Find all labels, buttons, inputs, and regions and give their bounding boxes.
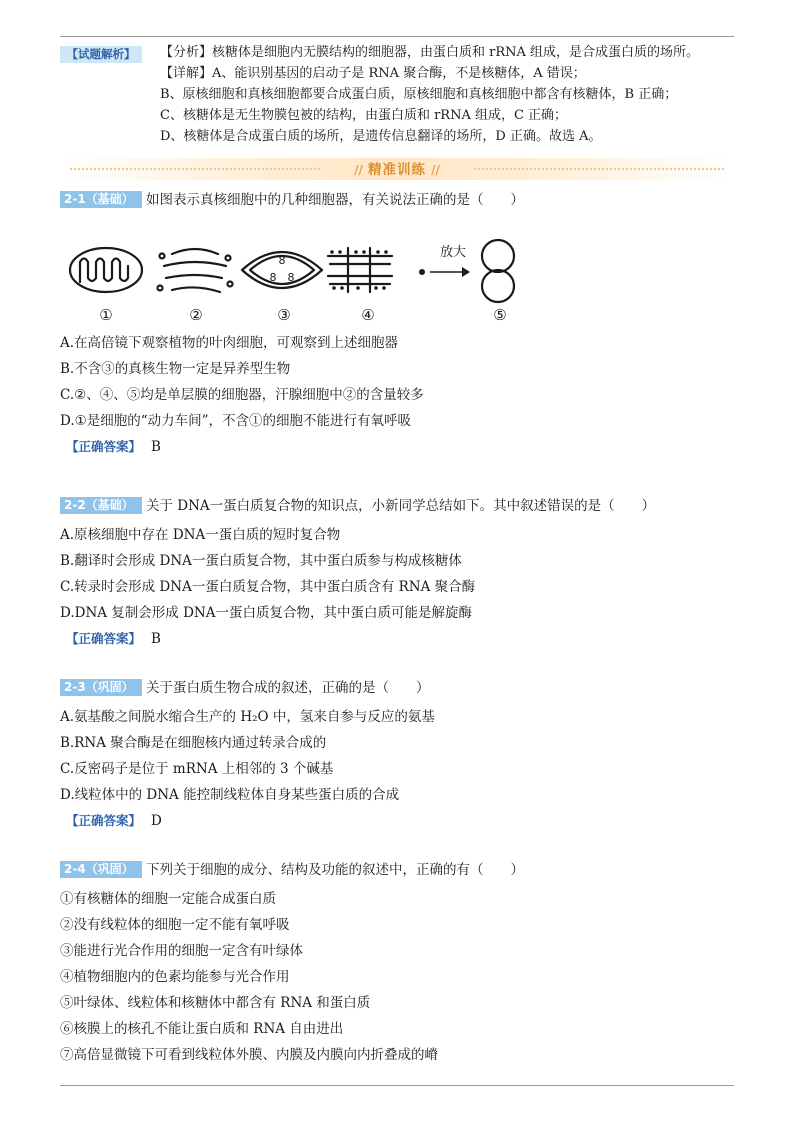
question-2-1 (60, 190, 740, 460)
question-2-3 (60, 678, 740, 834)
option-b: B.不含③的真核生物一定是异养型生物 (60, 361, 291, 377)
question-header (60, 190, 740, 210)
statement-6: ⑥核膜上的核孔不能让蛋白质和 RNA 自由进出 (60, 1021, 344, 1037)
answer-label: 【正确答案】 (66, 631, 142, 646)
banner-mark-right: // (431, 163, 440, 177)
question-tag: 2-4（巩固） (60, 861, 142, 878)
question-tag: 2-2（基础） (60, 497, 142, 514)
answer-label: 【正确答案】 (66, 813, 142, 828)
statement-2: ②没有线粒体的细胞一定不能有氧呼吸 (60, 917, 290, 933)
endoplasmic-reticulum-icon (328, 248, 392, 292)
figure-label-1: ① (99, 306, 113, 324)
figure-label-2: ② (189, 306, 203, 324)
analysis-line: C、核糖体是无生物膜包被的结构，由蛋白质和 rRNA 组成，C 正确； (160, 108, 568, 123)
option-b: B.翻译时会形成 DNA一蛋白质复合物，其中蛋白质参与构成核糖体 (60, 553, 462, 569)
option-d: D.线粒体中的 DNA 能控制线粒体自身某些蛋白质的合成 (60, 787, 400, 803)
section-banner (60, 158, 734, 180)
option-c: C.转录时会形成 DNA一蛋白质复合物，其中蛋白质含有 RNA 聚合酶 (60, 579, 476, 595)
question-header (60, 496, 740, 516)
option-c: C.反密码子是位于 mRNA 上相邻的 3 个碱基 (60, 761, 334, 777)
answer-label: 【正确答案】 (66, 439, 142, 454)
magnify-label: 放大 (440, 245, 467, 260)
question-stem: 下列关于细胞的成分、结构及功能的叙述中，正确的有（ ） (146, 862, 524, 878)
organelle-figure (60, 226, 740, 324)
answer-value: D (151, 813, 162, 829)
answer-row (66, 626, 740, 652)
statement-3: ③能进行光合作用的细胞一定含有叶绿体 (60, 943, 303, 959)
chloroplast-grana (270, 254, 295, 284)
answer-row (66, 434, 740, 460)
centriole-icon (482, 240, 514, 302)
question-header (60, 678, 740, 698)
statement-4: ④植物细胞内的色素均能参与光合作用 (60, 969, 290, 985)
option-d: D.DNA 复制会形成 DNA一蛋白质复合物，其中蛋白质可能是解旋酶 (60, 605, 472, 621)
analysis-tag: 【试题解析】 (60, 46, 142, 63)
analysis-line: 【详解】A、能识别基因的启动子是 RNA 聚合酶，不是核糖体，A 错误； (160, 66, 586, 81)
svg-text:8: 8 (278, 254, 286, 267)
statement-7: ⑦高倍显微镜下可看到线粒体外膜、内膜及内膜向内折叠成的嵴 (60, 1047, 438, 1063)
banner-dots-right (474, 168, 724, 170)
question-stem: 关于蛋白质生物合成的叙述，正确的是（ ） (146, 680, 430, 696)
banner-title: 精准训练 (368, 162, 426, 178)
option-a: A.原核细胞中存在 DNA一蛋白质的短时复合物 (60, 527, 341, 543)
analysis-line: D、核糖体是合成蛋白质的场所，是遗传信息翻译的场所，D 正确。故选 A。 (160, 129, 602, 144)
banner-mark-left: // (354, 163, 363, 177)
analysis-line: B、原核细胞和真核细胞都要合成蛋白质，原核细胞和真核细胞中都含有核糖体，B 正确； (160, 87, 678, 102)
svg-text:8: 8 (269, 271, 277, 284)
question-2-4 (60, 860, 740, 1068)
magnify-arrow (419, 267, 470, 277)
figure-label-4: ④ (361, 306, 375, 324)
analysis-text (160, 42, 740, 147)
mitochondrion-icon (70, 248, 142, 292)
answer-row (66, 808, 740, 834)
question-stem: 如图表示真核细胞中的几种细胞器，有关说法正确的是（ ） (146, 192, 524, 208)
banner-dots-left (70, 168, 320, 170)
statement-1: ①有核糖体的细胞一定能合成蛋白质 (60, 891, 276, 907)
svg-text:8: 8 (287, 271, 295, 284)
figure-label-3: ③ (277, 306, 291, 324)
option-c: C.②、④、⑤均是单层膜的细胞器，汗腺细胞中②的含量较多 (60, 387, 424, 403)
question-tag: 2-1（基础） (60, 191, 142, 208)
golgi-apparatus-icon (158, 249, 233, 292)
question-tag: 2-3（巩固） (60, 679, 142, 696)
answer-value: B (151, 439, 161, 455)
option-b: B.RNA 聚合酶是在细胞核内通过转录合成的 (60, 735, 327, 751)
figure-label-5: ⑤ (493, 306, 507, 324)
analysis-line: 【分析】核糖体是细胞内无膜结构的细胞器，由蛋白质和 rRNA 组成，是合成蛋白质的场所。 (160, 45, 700, 60)
statement-5: ⑤叶绿体、线粒体和核糖体中都含有 RNA 和蛋白质 (60, 995, 371, 1011)
option-a: A.氨基酸之间脱水缩合生产的 H₂O 中，氢来自参与反应的氨基 (60, 709, 435, 725)
organelle-diagram (60, 226, 530, 324)
answer-value: B (151, 631, 161, 647)
header-rule (60, 36, 734, 37)
question-stem: 关于 DNA一蛋白质复合物的知识点，小新同学总结如下。其中叙述错误的是（ ） (146, 498, 656, 514)
option-a: A.在高倍镜下观察植物的叶肉细胞，可观察到上述细胞器 (60, 335, 399, 351)
option-d: D.①是细胞的“动力车间”，不含①的细胞不能进行有氧呼吸 (60, 413, 412, 429)
footer-rule (60, 1085, 734, 1086)
question-2-2 (60, 496, 740, 652)
question-header (60, 860, 740, 880)
